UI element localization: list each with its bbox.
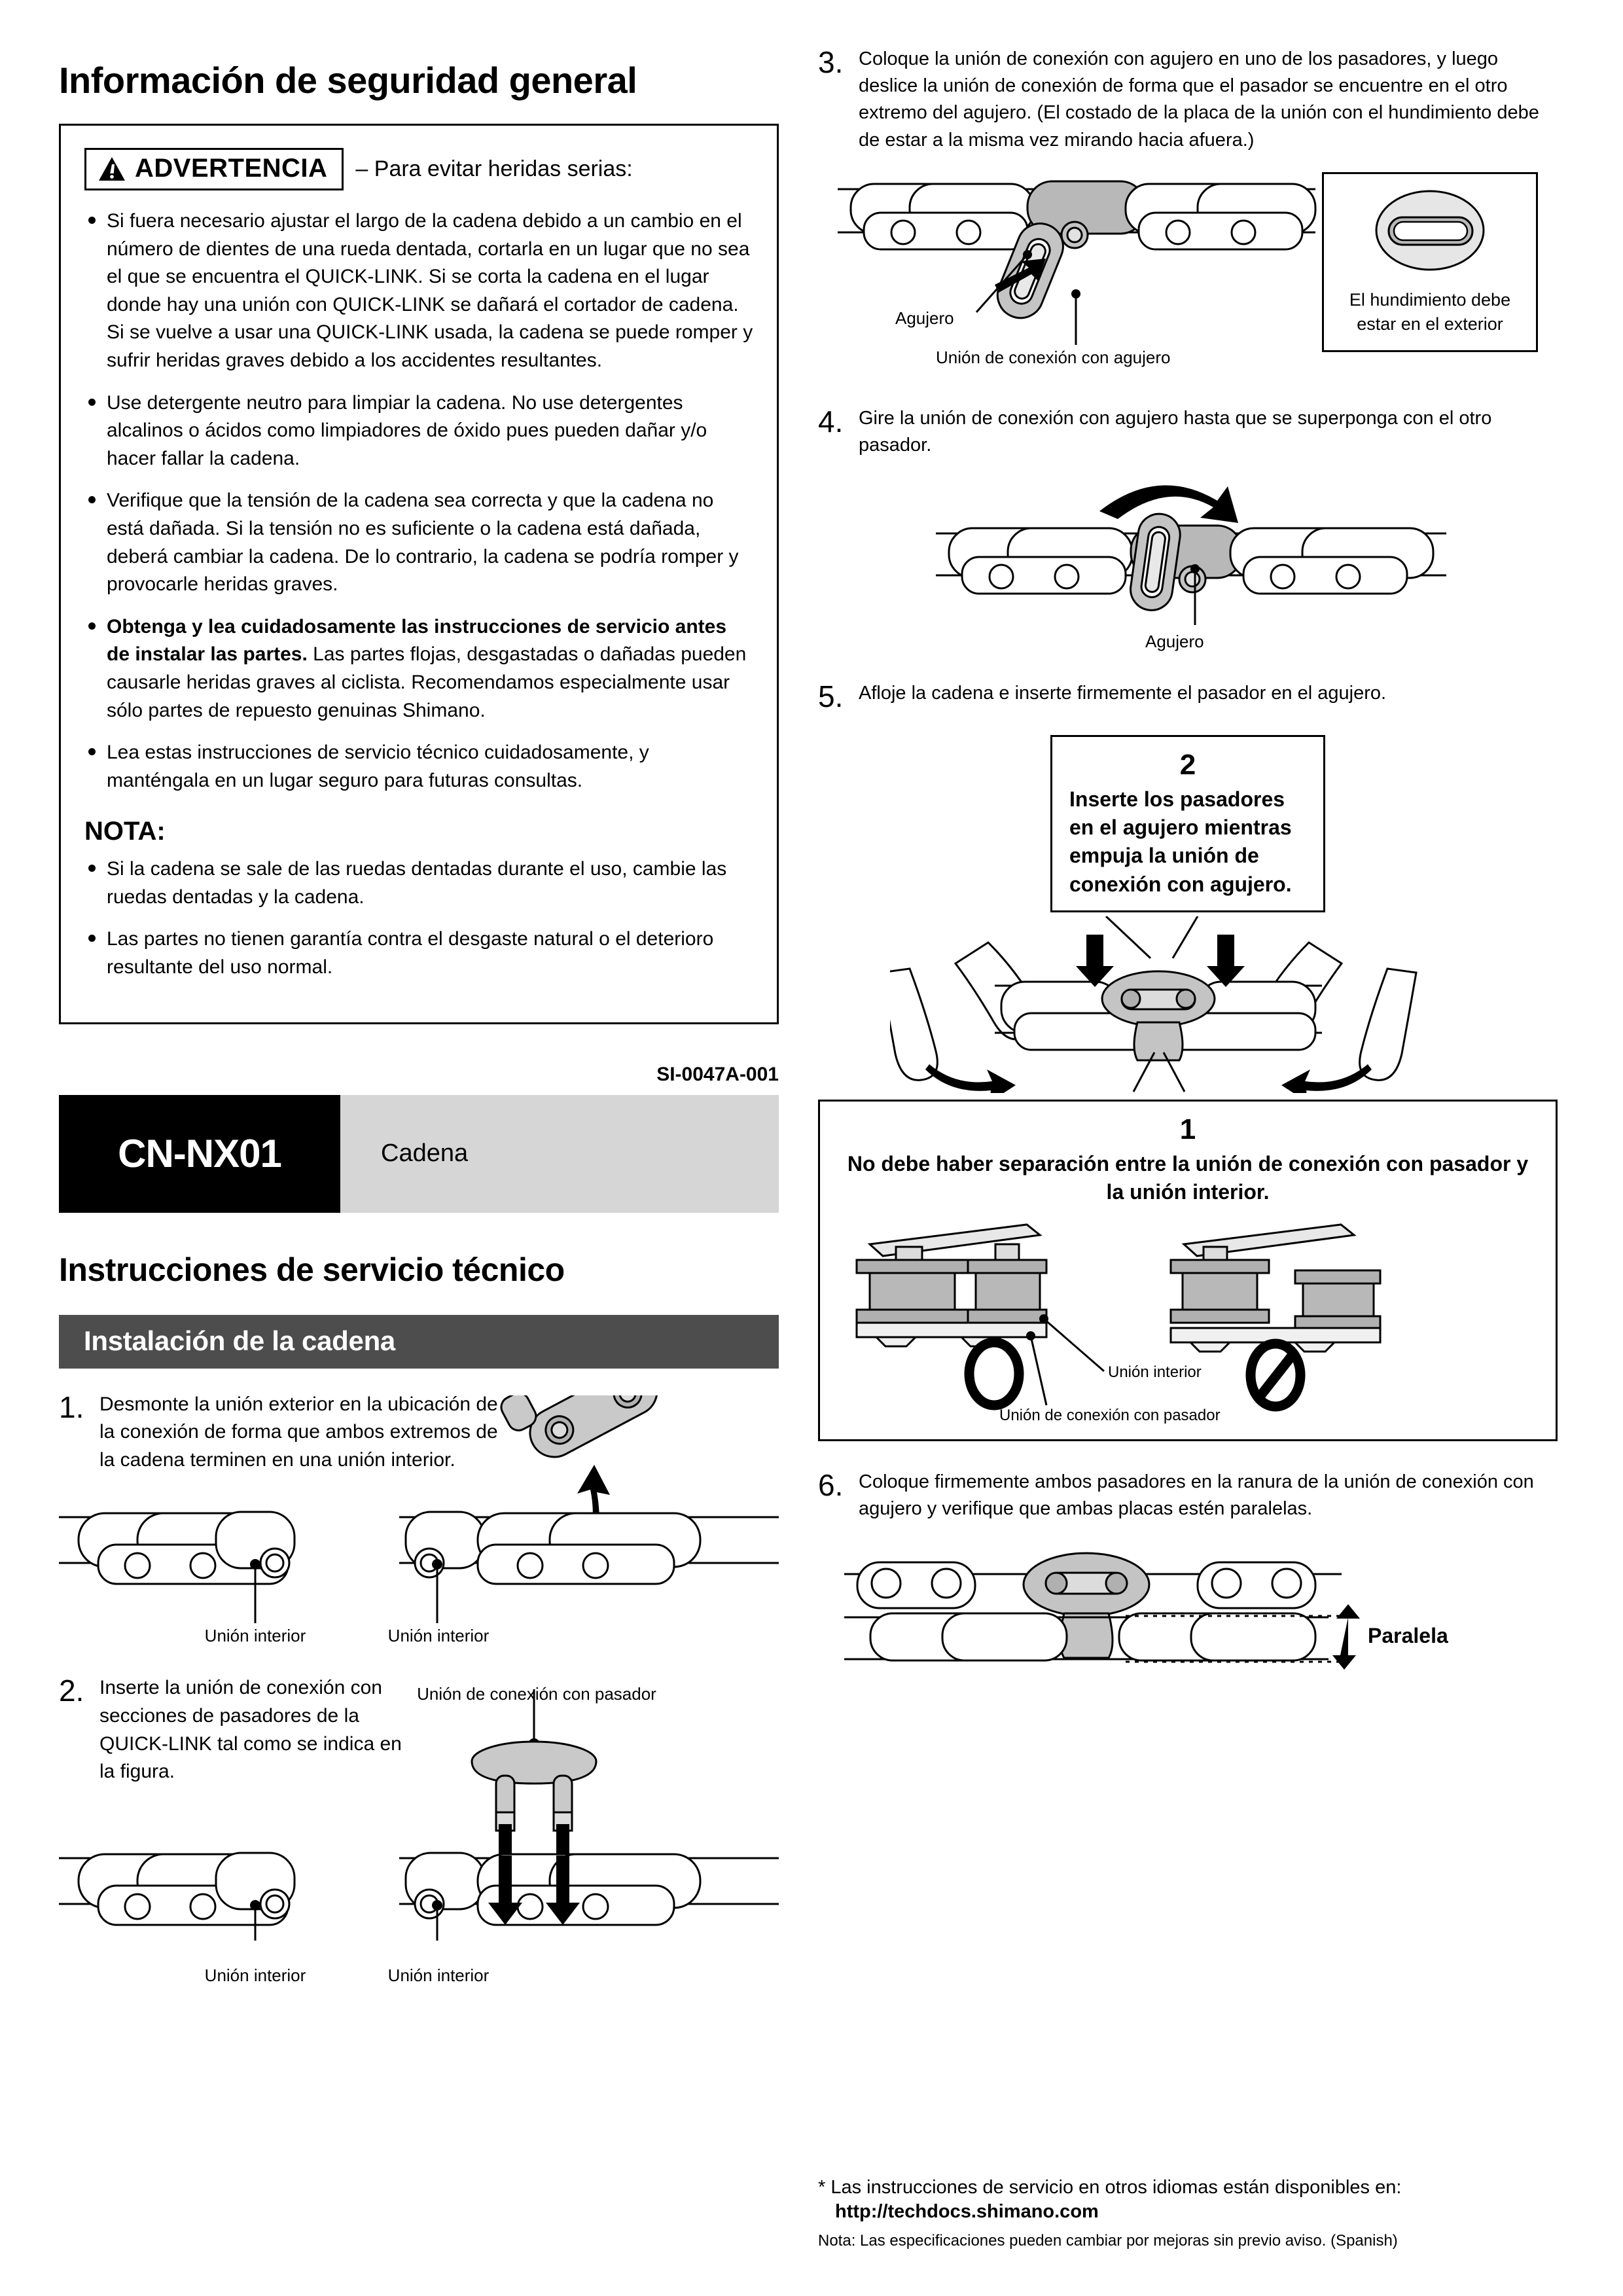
footer-note: Nota: Las especificaciones pueden cambiar por mejoras sin previo aviso. (Spanish): [818, 2232, 1398, 2250]
warning-bullet-list: [84, 207, 753, 795]
callout-2-text: Inserte los pasadores en el agujero mientras empuja la unión de conexión con agujero.: [1069, 787, 1292, 896]
caption-inner-link: Unión interior: [1108, 1363, 1202, 1382]
caption-hole: Agujero: [1145, 632, 1204, 652]
gap-comparison-figure: [837, 1218, 1539, 1427]
caption-inner-link-left: Unión interior: [204, 1626, 306, 1646]
quicklink-insert-diagram: [59, 1684, 779, 1959]
recess-detail-icon: [1355, 187, 1505, 279]
step-text: Coloque la unión de conexión con agujero en uno de los pasadores, y luego deslice la unión de conexión de forma que el pasador se encuentre en el otro extremo del agujero. (El costado de la placa de la unión con el hundimiento debe de estar a la misma vez mirando hacia afuera.): [859, 48, 1539, 151]
left-column: [59, 46, 779, 2250]
caption-hole: Agujero: [895, 308, 954, 328]
list-item: [84, 613, 753, 725]
callout-1-number: 1: [1179, 1113, 1196, 1145]
warning-header: [84, 148, 753, 190]
two-hands-pressing-diagram: [890, 916, 1479, 1093]
list-item-rest: Las partes flojas, desgastadas o dañadas pueden causarle heridas graves al ciclista. Recomendamos especialmente usar sólo partes de repuesto genuinas Shimano.: [107, 643, 747, 721]
step-text: Gire la unión de conexión con agujero hasta que se superponga con el otro pasador.: [859, 407, 1492, 456]
step-text: Afloje la cadena e inserte firmemente el pasador en el agujero.: [859, 683, 1387, 704]
footer: [818, 2177, 1558, 2250]
step-4: [818, 405, 1558, 459]
step-text: Coloque firmemente ambos pasadores en la ranura de la unión de conexión con agujero y verifique que ambas placas estén paralelas.: [859, 1471, 1534, 1520]
step-number: 1.: [59, 1390, 84, 1424]
step-6: [818, 1469, 1558, 1522]
step-number: 6.: [818, 1468, 844, 1503]
callout-2: [1050, 735, 1325, 912]
step-number: 4.: [818, 404, 844, 439]
step-number: 3.: [818, 45, 844, 79]
label-parallel: Paralela: [1368, 1623, 1448, 1647]
right-column: [818, 46, 1558, 2250]
step-text: Inserte la unión de conexión con secciones de pasadores de la QUICK-LINK tal como se indica en la figura.: [99, 1677, 402, 1783]
list-item: Si fuera necesario ajustar el largo de la cadena debido a un cambio en el número de dientes de una rueda dentada, cortarla en un lugar que no sea el que se encuentra el QUICK-LINK. Si se corta la cadena en el lugar donde hay una unión con QUICK-LINK se dañará el cortador de cadena. Si se vuelve a usar una QUICK-LINK usada, la cadena se puede romper y sufrir heridas graves debido a los accidentes resultantes.: [84, 207, 753, 375]
list-item: Lea estas instrucciones de servicio técnico cuidadosamente, y manténgala en un lugar seguro para futuras consultas.: [84, 739, 753, 795]
warning-badge-label: ADVERTENCIA: [135, 154, 328, 183]
warning-triangle-icon: [98, 156, 126, 182]
step-text: Desmonte la unión exterior en la ubicación de la conexión de forma que ambos extremos de la cadena terminen en una unión interior.: [99, 1393, 498, 1471]
list-item: Las partes no tienen garantía contra el desgaste natural o el deterioro resultante del uso normal.: [84, 925, 753, 981]
footer-line-1: * Las instrucciones de servicio en otros idiomas están disponibles en:: [818, 2177, 1402, 2198]
list-item: Use detergente neutro para limpiar la cadena. No use detergentes alcalinos o ácidos como limpiadores de óxido pues pueden dañar y/o hacer fallar la cadena.: [84, 389, 753, 473]
warning-box: [59, 124, 779, 1024]
install-section-bar: Instalación de la cadena: [59, 1315, 779, 1369]
document-code: SI-0047A-001: [656, 1063, 779, 1085]
step-2-figure: [59, 1683, 779, 1985]
caption-inner-link-left: Unión interior: [204, 1965, 306, 1985]
caption-inner-link-right: Unión interior: [387, 1626, 490, 1646]
recess-hint-box: [1322, 172, 1538, 353]
callout-1-text: No debe haber separación entre la unión de conexión con pasador y la unión interior.: [847, 1151, 1529, 1204]
callout-2-number: 2: [1179, 749, 1196, 781]
step-number: 5.: [818, 679, 844, 714]
page-title: Información de seguridad general: [59, 60, 637, 101]
model-code: CN-NX01: [59, 1095, 340, 1213]
step-1-figure: [59, 1395, 779, 1644]
rotate-link-diagram: [923, 471, 1459, 647]
parallel-plates-diagram: [831, 1540, 1459, 1684]
step-5-hands-figure: [818, 916, 1558, 1100]
step-6-figure: [818, 1540, 1558, 1691]
step-3: [818, 46, 1558, 154]
list-item-bold: Obtenga y lea cuidadosamente las instrucciones de servicio antes de instalar las partes.: [107, 615, 727, 666]
step-3-figure: [818, 170, 1558, 379]
warning-subtitle: – Para evitar heridas serias:: [355, 156, 633, 181]
list-item: Si la cadena se sale de las ruedas dentadas durante el uso, cambie las ruedas dentadas y la cadena.: [84, 855, 753, 911]
list-item: Verifique que la tensión de la cadena sea correcta y que la cadena no está dañada. Si la tensión no es suficiente o la cadena está dañada, deberá cambiar la cadena. De lo contrario, la cadena se podría romper y provocarle heridas graves.: [84, 487, 753, 598]
caption-connecting-link-pin: Unión de conexión con pasador: [417, 1683, 656, 1704]
chain-with-hole-link-diagram: [831, 170, 1329, 366]
prohibited-icon: [1251, 1344, 1300, 1407]
warning-badge: [84, 148, 344, 190]
recess-hint-text: El hundimiento debe estar en el exterior: [1349, 289, 1511, 334]
ok-ng-cross-section-diagram: [830, 1218, 1485, 1414]
footer-url[interactable]: http://techdocs.shimano.com: [835, 2201, 1099, 2222]
model-name: Cadena: [340, 1095, 779, 1213]
nota-title: NOTA:: [84, 817, 166, 846]
step-4-figure: [818, 471, 1558, 660]
callout-1: [818, 1100, 1558, 1441]
model-banner: [59, 1095, 779, 1213]
step-5: [818, 679, 1558, 714]
caption-connecting-link-hole: Unión de conexión con agujero: [936, 347, 1171, 367]
nota-bullet-list: [84, 855, 753, 981]
service-title: Instrucciones de servicio técnico: [59, 1251, 565, 1288]
step-number: 2.: [59, 1674, 84, 1708]
caption-inner-link-right: Unión interior: [387, 1965, 490, 1985]
caption-connecting-link-pin: Unión de conexión con pasador: [999, 1407, 1221, 1425]
chain-open-link-diagram: [59, 1395, 779, 1644]
